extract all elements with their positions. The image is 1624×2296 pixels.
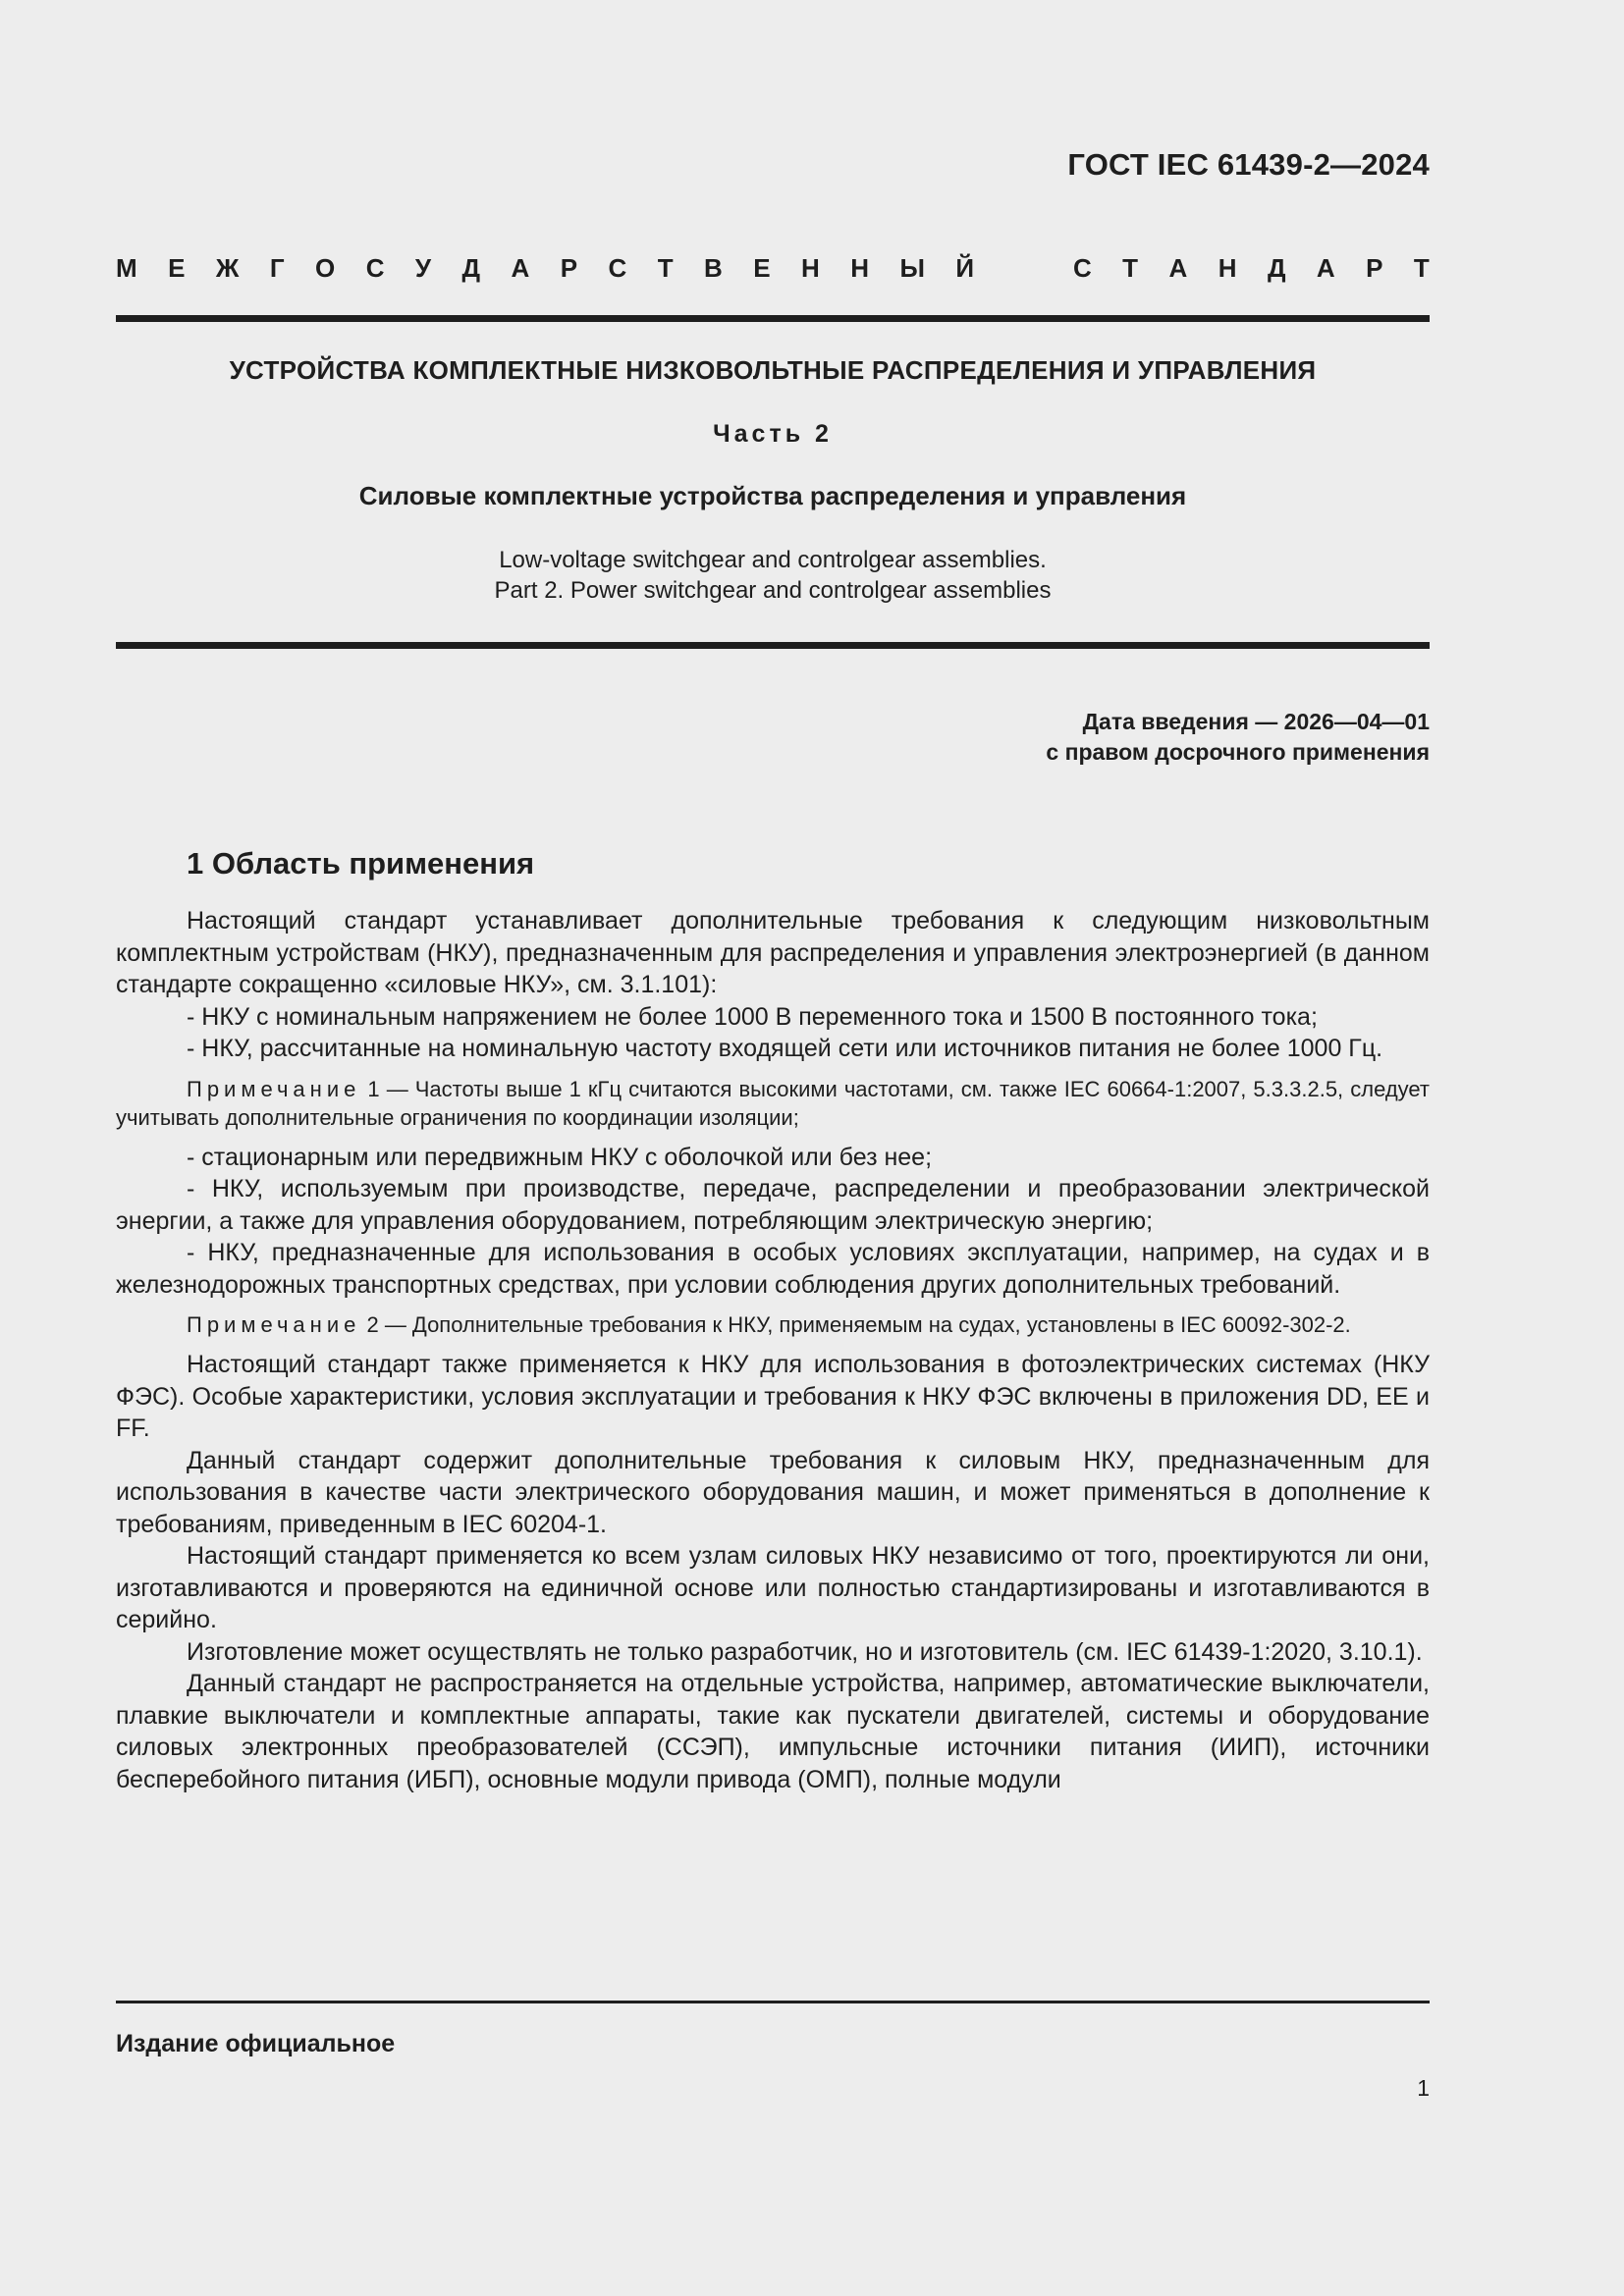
banner-letter: Й bbox=[955, 253, 975, 283]
banner-letter: Д bbox=[461, 253, 481, 283]
footer-divider bbox=[116, 2001, 1430, 2003]
paragraph: Данный стандарт не распространяется на отдельные устройства, например, автоматические выключатели, плавкие выключатели и комплектные аппараты, такие как пускатели двигателей, системы и оборудование силовых электронных преобразователей (ССЭП), импульсные источники питания (ИИП), источники бесперебойного питания (ИБП), основные модули привода (ОМП), полные модули bbox=[116, 1670, 1430, 1793]
paragraph: Изготовление может осуществлять не только разработчик, но и изготовитель (см. IEC 61439-1:2020, 3.10.1). bbox=[187, 1637, 1423, 1666]
banner-letter: Н bbox=[850, 253, 870, 283]
banner-letter: Н bbox=[801, 253, 820, 283]
banner-letter: Ж bbox=[215, 253, 240, 283]
english-title bbox=[116, 545, 1430, 606]
section-body bbox=[116, 905, 1430, 1795]
banner-letter: С bbox=[365, 253, 385, 283]
banner-letter: Е bbox=[168, 253, 186, 283]
title-divider bbox=[116, 642, 1430, 649]
banner-letter: А bbox=[1168, 253, 1188, 283]
banner-letter: Т bbox=[657, 253, 674, 283]
main-title: УСТРОЙСТВА КОМПЛЕКТНЫЕ НИЗКОВОЛЬТНЫЕ РАСПРЕДЕЛЕНИЯ И УПРАВЛЕНИЯ bbox=[229, 355, 1317, 385]
standard-code: ГОСТ IEC 61439-2—2024 bbox=[1067, 147, 1430, 182]
banner-letter: В bbox=[704, 253, 723, 283]
banner-letter: Н bbox=[1218, 253, 1237, 283]
section-heading: 1 Область применения bbox=[187, 846, 535, 881]
banner-letter: Т bbox=[1122, 253, 1139, 283]
banner-letter: Р bbox=[1366, 253, 1383, 283]
paragraph: Настоящий стандарт применяется ко всем узлам силовых НКУ независимо от того, проектируются ли они, изготавливаются и проверяются на единичной основе или полностью стандартизированы и изготавливаются в серийно. bbox=[116, 1542, 1430, 1633]
note-text: 2 — Дополнительные требования к НКУ, применяемым на судах, установлены в IEC 60092-302-2. bbox=[366, 1312, 1351, 1337]
paragraph: Данный стандарт содержит дополнительные требования к силовым НКУ, предназначенным для использования в качестве части электрического оборудования машин, и может применяться в дополнение к требованиям, приведенным в IEC 60204-1. bbox=[116, 1446, 1430, 1538]
banner-letter: Р bbox=[560, 253, 578, 283]
date-block bbox=[1046, 707, 1430, 768]
banner-letter: У bbox=[414, 253, 432, 283]
paragraph: Настоящий стандарт также применяется к НКУ для использования в фотоэлектрических системах (НКУ ФЭС). Особые характеристики, условия эксплуатации и требования к НКУ ФЭС включены в приложения DD, EE и FF. bbox=[116, 1351, 1430, 1442]
note bbox=[116, 1075, 1430, 1132]
early-application-note: с правом досрочного применения bbox=[1046, 739, 1430, 765]
banner-letter: А bbox=[1316, 253, 1335, 283]
paragraph: Настоящий стандарт устанавливает дополнительные требования к следующим низковольтным комплектным устройствам (НКУ), предназначенным для распределения и управления электроэнергией (в данном стандарте сокращенно «силовые НКУ», см. 3.1.101): bbox=[116, 907, 1430, 998]
banner-letter: М bbox=[116, 253, 137, 283]
banner-letter: С bbox=[608, 253, 627, 283]
banner-letter: О bbox=[315, 253, 336, 283]
note-label: Примечание bbox=[187, 1312, 361, 1337]
banner-letter: Т bbox=[1413, 253, 1430, 283]
banner-letter: Е bbox=[753, 253, 771, 283]
introduction-date: Дата введения — 2026—04—01 bbox=[1082, 709, 1430, 734]
list-item: - НКУ, предназначенные для использования в особых условиях эксплуатации, например, на судах и в железнодорожных транспортных средствах, при условии соблюдения других дополнительных требований. bbox=[116, 1239, 1430, 1299]
list-item: - стационарным или передвижным НКУ с оболочкой или без нее; bbox=[187, 1143, 933, 1171]
banner-letter: С bbox=[1072, 253, 1092, 283]
banner-word-gap bbox=[1005, 253, 1043, 284]
part-title: Часть 2 bbox=[713, 420, 833, 448]
banner-letter: Ы bbox=[899, 253, 925, 283]
official-edition-label: Издание официальное bbox=[116, 2030, 396, 2057]
interstate-standard-banner bbox=[116, 253, 1430, 284]
list-item: - НКУ, рассчитанные на номинальную частоту входящей сети или источников питания не более 1000 Гц. bbox=[187, 1035, 1383, 1062]
note-text: 1 — Частоты выше 1 кГц считаются высокими частотами, см. также IEC 60664-1:2007, 5.3.3.2.5, следует учитывать дополнительные ограничения по координации изоляции; bbox=[116, 1076, 1430, 1130]
subtitle: Силовые комплектные устройства распределения и управления bbox=[358, 481, 1187, 510]
note bbox=[116, 1310, 1430, 1339]
banner-letter: Г bbox=[269, 253, 285, 283]
banner-letter: Д bbox=[1267, 253, 1286, 283]
page-number: 1 bbox=[1417, 2075, 1430, 2101]
top-divider bbox=[116, 315, 1430, 322]
document-page bbox=[116, 0, 1430, 2296]
banner-letter: А bbox=[511, 253, 530, 283]
list-item: - НКУ с номинальным напряжением не более 1000 В переменного тока и 1500 В постоянного тока; bbox=[187, 1002, 1318, 1031]
list-item: - НКУ, используемым при производстве, передаче, распределении и преобразовании электрической энергии, а также для управления оборудованием, потребляющим электрическую энергию; bbox=[116, 1175, 1430, 1235]
english-title-line-2: Part 2. Power switchgear and controlgear assemblies bbox=[494, 577, 1052, 604]
english-title-line-1: Low-voltage switchgear and controlgear assemblies. bbox=[499, 547, 1047, 573]
note-label: Примечание bbox=[187, 1076, 361, 1101]
